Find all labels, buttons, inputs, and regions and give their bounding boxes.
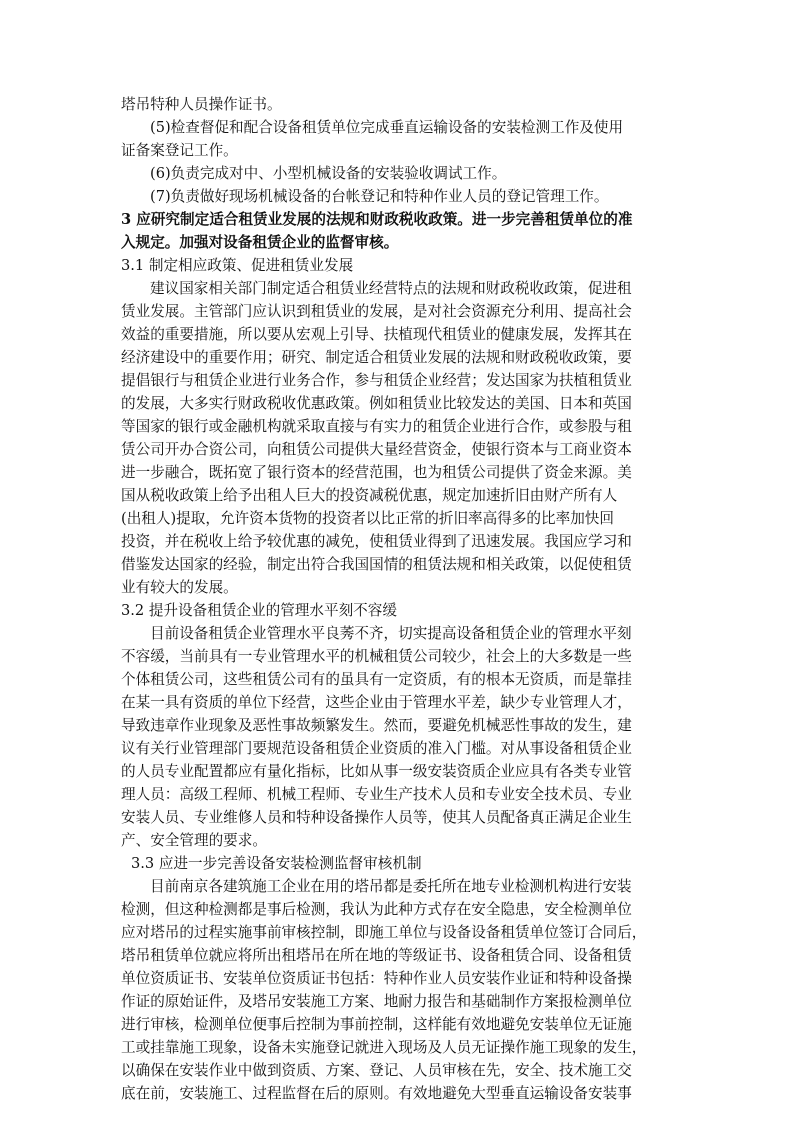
list-item-6: (6)负责完成对中、小型机械设备的安装验收调试工作。 bbox=[150, 165, 507, 182]
paragraph-line: 不容缓，当前具有一专业管理水平的机械租赁公司较少，社会上的大多数是一些 bbox=[121, 648, 632, 665]
paragraph-line: 借鉴发达国家的经验，制定出符合我国国情的租赁法规和相关政策，以促使租赁 bbox=[121, 556, 632, 573]
paragraph-line: 投资，并在税收上给予较优惠的减免，使租赁业得到了迅速发展。我国应学习和 bbox=[121, 533, 632, 550]
paragraph-line: 提倡银行与租赁企业进行业务合作，参与租赁企业经营；发达国家为扶植租赁业 bbox=[121, 372, 632, 389]
paragraph-line: 在某一具有资质的单位下经营，这些企业由于管理水平差，缺少专业管理人才， bbox=[121, 694, 632, 711]
section-heading-3: 3 应研究制定适合租赁业发展的法规和财政税收政策。进一步完善租赁单位的准 bbox=[121, 211, 633, 228]
subsection-heading-3-3: 3.3 应进一步完善设备安装检测监督审核机制 bbox=[131, 855, 422, 872]
paragraph-line: 效益的重要措施，所以要从宏观上引导、扶植现代租赁业的健康发展，发挥其在 bbox=[121, 326, 632, 343]
paragraph-line: 等国家的银行或金融机构就采取直接与有实力的租赁企业进行合作，或参股与租 bbox=[121, 418, 632, 435]
paragraph-line: 安装人员、专业维修人员和特种设备操作人员等，使其人员配备真正满足企业生 bbox=[121, 809, 632, 826]
paragraph-line: 经济建设中的重要作用；研究、制定适合租赁业发展的法规和财政税收政策，要 bbox=[121, 349, 632, 366]
paragraph-line: 进一步融合，既拓宽了银行资本的经营范围，也为租赁公司提供了资金来源。美 bbox=[121, 464, 632, 481]
paragraph-line: 作证的原始证件，及塔吊安装施工方案、地耐力报告和基础制作方案报检测单位 bbox=[121, 993, 632, 1010]
paragraph-line: 的人员专业配置都应有量化指标，比如从事一级安装资质企业应具有各类专业管 bbox=[121, 763, 632, 780]
paragraph-line: 目前设备租赁企业管理水平良莠不齐，切实提高设备租赁企业的管理水平刻 bbox=[150, 625, 632, 642]
paragraph-line: 的发展，大多实行财政税收优惠政策。例如租赁业比较发达的美国、日本和英国 bbox=[121, 395, 632, 412]
paragraph-line: 底在前，安装施工、过程监督在后的原则。有效地避免大型垂直运输设备安装事 bbox=[121, 1085, 632, 1102]
paragraph-line: 单位资质证书、安装单位资质证书包括：特种作业人员安装作业证和特种设备操 bbox=[121, 970, 632, 987]
paragraph-line: 赁业发展。主管部门应认识到租赁业的发展，是对社会资源充分利用、提高社会 bbox=[121, 303, 632, 320]
paragraph-line: 工或挂靠施工现象，设备未实施登记就进入现场及人员无证操作施工现象的发生， bbox=[121, 1039, 647, 1056]
paragraph-line: 业有较大的发展。 bbox=[121, 579, 238, 596]
paragraph-line: 建议国家相关部门制定适合租赁业经营特点的法规和财政税收政策，促进租 bbox=[150, 280, 632, 297]
paragraph-line: 检测，但这种检测都是事后检测，我认为此种方式存在安全隐患，安全检测单位 bbox=[121, 901, 632, 918]
paragraph-line: 产、安全管理的要求。 bbox=[121, 832, 267, 849]
paragraph-line: 塔吊租赁单位就应将所出租塔吊在所在地的等级证书、设备租赁合同、设备租赁 bbox=[121, 947, 632, 964]
list-item-5: (5)检查督促和配合设备租赁单位完成垂直运输设备的安装检测工作及使用 bbox=[150, 119, 624, 136]
section-heading-3-cont: 入规定。加强对设备租赁企业的监督审核。 bbox=[121, 234, 399, 251]
paragraph-line: 理人员：高级工程师、机械工程师、专业生产技术人员和专业安全技术员、专业 bbox=[121, 786, 632, 803]
text-line: 塔吊特种人员操作证书。 bbox=[121, 96, 282, 113]
paragraph-line: 以确保在安装作业中做到资质、方案、登记、人员审核在先，安全、技术施工交 bbox=[121, 1062, 632, 1079]
subsection-heading-3-1: 3.1 制定相应政策、促进租赁业发展 bbox=[121, 257, 354, 274]
paragraph-line: 国从税收政策上给予出租人巨大的投资减税优惠，规定加速折旧由财产所有人 bbox=[121, 487, 618, 504]
paragraph-line: 进行审核，检测单位便事后控制为事前控制，这样能有效地避免安装单位无证施 bbox=[121, 1016, 632, 1033]
paragraph-line: 应对塔吊的过程实施事前审核控制，即施工单位与设备设备租赁单位签订合同后， bbox=[121, 924, 647, 941]
text-line: 证备案登记工作。 bbox=[121, 142, 238, 159]
list-item-7: (7)负责做好现场机械设备的台帐登记和特种作业人员的登记管理工作。 bbox=[150, 188, 609, 205]
paragraph-line: 目前南京各建筑施工企业在用的塔吊都是委托所在地专业检测机构进行安装 bbox=[150, 878, 632, 895]
subsection-heading-3-2: 3.2 提升设备租赁企业的管理水平刻不容缓 bbox=[121, 602, 397, 619]
paragraph-line: 导致违章作业现象及恶性事故频繁发生。然而，要避免机械恶性事故的发生，建 bbox=[121, 717, 632, 734]
paragraph-line: 议有关行业管理部门要规范设备租赁企业资质的准入门槛。对从事设备租赁企业 bbox=[121, 740, 632, 757]
paragraph-line: (出租人)提取，允许资本货物的投资者以比正常的折旧率高得多的比率加快回 bbox=[121, 510, 614, 527]
paragraph-line: 个体租赁公司，这些租赁公司有的虽具有一定资质，有的根本无资质，而是靠挂 bbox=[121, 671, 632, 688]
paragraph-line: 赁公司开办合资公司，向租赁公司提供大量经营资金，使银行资本与工商业资本 bbox=[121, 441, 632, 458]
